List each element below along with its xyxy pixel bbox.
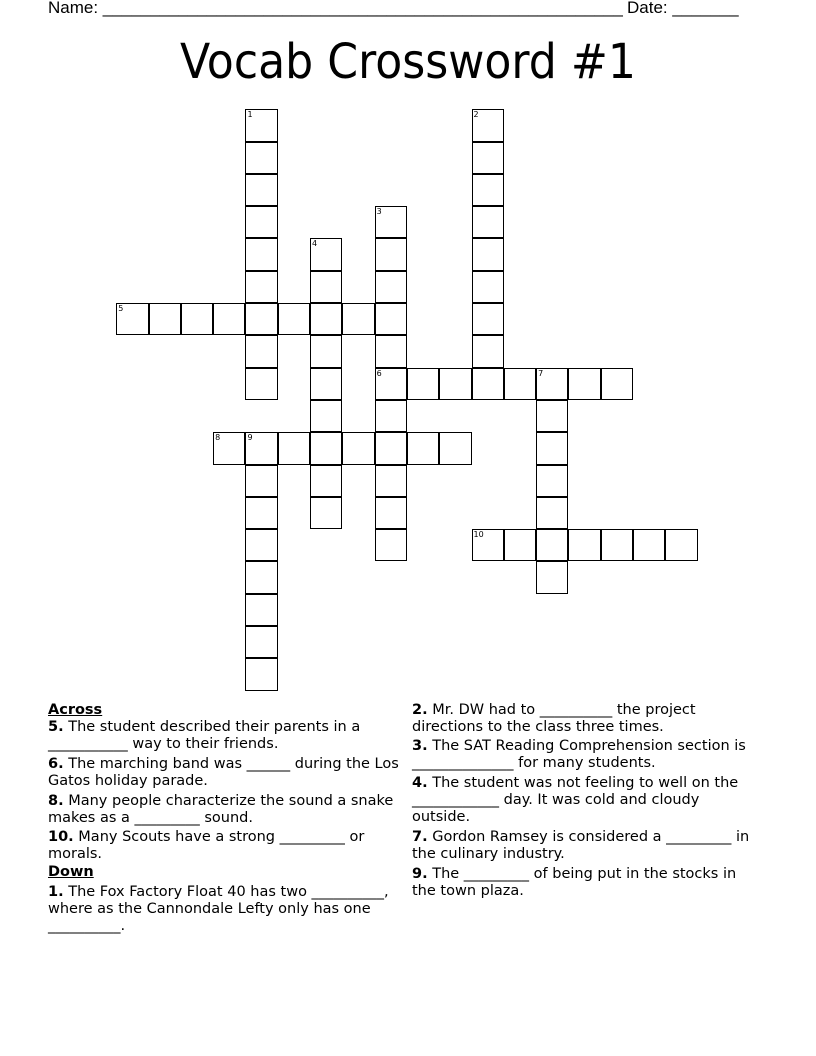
grid-cell[interactable] bbox=[245, 174, 277, 206]
grid-cell[interactable] bbox=[375, 465, 407, 497]
clue-number-label: 2 bbox=[473, 110, 479, 120]
clue-number: 8. bbox=[48, 793, 64, 809]
clue-down-4 bbox=[412, 775, 757, 826]
grid-cell[interactable] bbox=[245, 561, 277, 593]
grid-cell[interactable] bbox=[375, 303, 407, 335]
grid-cell[interactable] bbox=[149, 303, 181, 335]
grid-cell[interactable] bbox=[181, 303, 213, 335]
clue-number-label: 5 bbox=[118, 304, 124, 314]
clue-text: The marching band was ______ during the Los Gatos holiday parade. bbox=[48, 756, 399, 789]
clue-number: 5. bbox=[48, 719, 64, 735]
clue-number: 10. bbox=[48, 829, 74, 845]
grid-cell[interactable] bbox=[245, 206, 277, 238]
clue-number-label: 10 bbox=[473, 530, 484, 540]
grid-cell[interactable] bbox=[310, 368, 342, 400]
grid-cell[interactable] bbox=[472, 109, 504, 141]
grid-cell[interactable] bbox=[310, 497, 342, 529]
date-field[interactable]: Date: _______ bbox=[627, 0, 739, 17]
grid-cell[interactable] bbox=[536, 432, 568, 464]
grid-cell[interactable] bbox=[342, 432, 374, 464]
grid-cell[interactable] bbox=[472, 303, 504, 335]
grid-cell[interactable] bbox=[375, 400, 407, 432]
grid-cell[interactable] bbox=[245, 142, 277, 174]
clue-down-9 bbox=[412, 866, 757, 900]
grid-cell[interactable] bbox=[439, 368, 471, 400]
name-field[interactable]: Name: _______________________________________________________ bbox=[48, 0, 623, 17]
grid-cell[interactable] bbox=[472, 142, 504, 174]
grid-cell[interactable] bbox=[375, 368, 407, 400]
grid-cell[interactable] bbox=[213, 432, 245, 464]
grid-cell[interactable] bbox=[375, 432, 407, 464]
clue-number-label: 7 bbox=[538, 368, 544, 378]
clue-text: The Fox Factory Float 40 has two __________, where as the Cannondale Lefty only has one __________. bbox=[48, 884, 389, 934]
grid-cell[interactable] bbox=[375, 238, 407, 270]
grid-cell[interactable] bbox=[407, 368, 439, 400]
clue-number: 2. bbox=[412, 702, 428, 718]
grid-cell[interactable] bbox=[278, 303, 310, 335]
grid-cell[interactable] bbox=[472, 174, 504, 206]
grid-cell[interactable] bbox=[439, 432, 471, 464]
grid-cell[interactable] bbox=[601, 368, 633, 400]
clues-column-right bbox=[412, 702, 757, 903]
down-heading: Down bbox=[48, 864, 94, 880]
grid-cell[interactable] bbox=[245, 238, 277, 270]
clue-text: The SAT Reading Comprehension section is ______________ for many students. bbox=[412, 738, 746, 771]
grid-cell[interactable] bbox=[245, 465, 277, 497]
grid-cell[interactable] bbox=[375, 335, 407, 367]
clue-number: 9. bbox=[412, 866, 428, 882]
grid-cell[interactable] bbox=[472, 206, 504, 238]
grid-cell[interactable] bbox=[633, 529, 665, 561]
grid-cell[interactable] bbox=[245, 109, 277, 141]
clue-down-1 bbox=[48, 884, 400, 935]
grid-cell[interactable] bbox=[504, 368, 536, 400]
grid-cell[interactable] bbox=[472, 271, 504, 303]
grid-cell[interactable] bbox=[213, 303, 245, 335]
grid-cell[interactable] bbox=[310, 465, 342, 497]
clue-text: Mr. DW had to __________ the project directions to the class three times. bbox=[412, 702, 696, 735]
clue-number-label: 9 bbox=[247, 433, 253, 443]
clue-number-label: 6 bbox=[376, 368, 382, 378]
across-heading: Across bbox=[48, 702, 103, 718]
clue-text: The student described their parents in a ___________ way to their friends. bbox=[48, 719, 361, 752]
clue-text: The student was not feeling to well on the ____________ day. It was cold and cloudy outside. bbox=[412, 775, 739, 825]
clue-text: Many Scouts have a strong _________ or morals. bbox=[48, 829, 365, 862]
page-title: Vocab Crossword #1 bbox=[180, 34, 636, 90]
grid-cell[interactable] bbox=[472, 238, 504, 270]
grid-cell[interactable] bbox=[245, 497, 277, 529]
grid-cell[interactable] bbox=[536, 561, 568, 593]
grid-cell[interactable] bbox=[245, 368, 277, 400]
grid-cell[interactable] bbox=[245, 432, 277, 464]
grid-cell[interactable] bbox=[245, 626, 277, 658]
clue-number: 7. bbox=[412, 829, 428, 845]
grid-cell[interactable] bbox=[245, 594, 277, 626]
clue-across-6 bbox=[48, 756, 400, 790]
grid-cell[interactable] bbox=[245, 335, 277, 367]
grid-cell[interactable] bbox=[665, 529, 697, 561]
clue-number: 1. bbox=[48, 884, 64, 900]
grid-cell[interactable] bbox=[310, 432, 342, 464]
clue-down-2 bbox=[412, 702, 757, 736]
clue-number-label: 1 bbox=[247, 110, 253, 120]
clue-number: 6. bbox=[48, 756, 64, 772]
grid-cell[interactable] bbox=[536, 465, 568, 497]
grid-cell[interactable] bbox=[568, 368, 600, 400]
clue-text: Many people characterize the sound a snake makes as a _________ sound. bbox=[48, 793, 394, 826]
grid-cell[interactable] bbox=[310, 238, 342, 270]
grid-cell[interactable] bbox=[245, 271, 277, 303]
clue-text: Gordon Ramsey is considered a _________ in the culinary industry. bbox=[412, 829, 750, 862]
clue-across-10 bbox=[48, 829, 400, 863]
grid-cell[interactable] bbox=[245, 658, 277, 690]
grid-cell[interactable] bbox=[472, 368, 504, 400]
grid-cell[interactable] bbox=[568, 529, 600, 561]
clue-number-label: 8 bbox=[215, 433, 221, 443]
clue-number: 4. bbox=[412, 775, 428, 791]
grid-cell[interactable] bbox=[245, 529, 277, 561]
grid-cell[interactable] bbox=[375, 497, 407, 529]
grid-cell[interactable] bbox=[310, 335, 342, 367]
grid-cell[interactable] bbox=[310, 271, 342, 303]
grid-cell[interactable] bbox=[536, 497, 568, 529]
grid-cell[interactable] bbox=[342, 303, 374, 335]
grid-cell[interactable] bbox=[278, 432, 310, 464]
grid-cell[interactable] bbox=[472, 335, 504, 367]
grid-cell[interactable] bbox=[116, 303, 148, 335]
clue-number-label: 4 bbox=[312, 239, 318, 249]
grid-cell[interactable] bbox=[407, 432, 439, 464]
clue-down-3 bbox=[412, 738, 757, 772]
grid-cell[interactable] bbox=[310, 400, 342, 432]
grid-cell[interactable] bbox=[536, 529, 568, 561]
grid-cell[interactable] bbox=[310, 303, 342, 335]
grid-cell[interactable] bbox=[245, 303, 277, 335]
clue-across-8 bbox=[48, 793, 400, 827]
clue-number: 3. bbox=[412, 738, 428, 754]
grid-cell[interactable] bbox=[536, 368, 568, 400]
grid-cell[interactable] bbox=[472, 529, 504, 561]
grid-cell[interactable] bbox=[601, 529, 633, 561]
clue-text: The _________ of being put in the stocks in the town plaza. bbox=[412, 866, 737, 899]
clue-across-5 bbox=[48, 719, 400, 753]
clue-down-7 bbox=[412, 829, 757, 863]
grid-cell[interactable] bbox=[375, 271, 407, 303]
grid-cell[interactable] bbox=[375, 529, 407, 561]
grid-cell[interactable] bbox=[536, 400, 568, 432]
clue-number-label: 3 bbox=[376, 207, 382, 217]
clues-column-left bbox=[48, 702, 400, 938]
grid-cell[interactable] bbox=[375, 206, 407, 238]
grid-cell[interactable] bbox=[504, 529, 536, 561]
